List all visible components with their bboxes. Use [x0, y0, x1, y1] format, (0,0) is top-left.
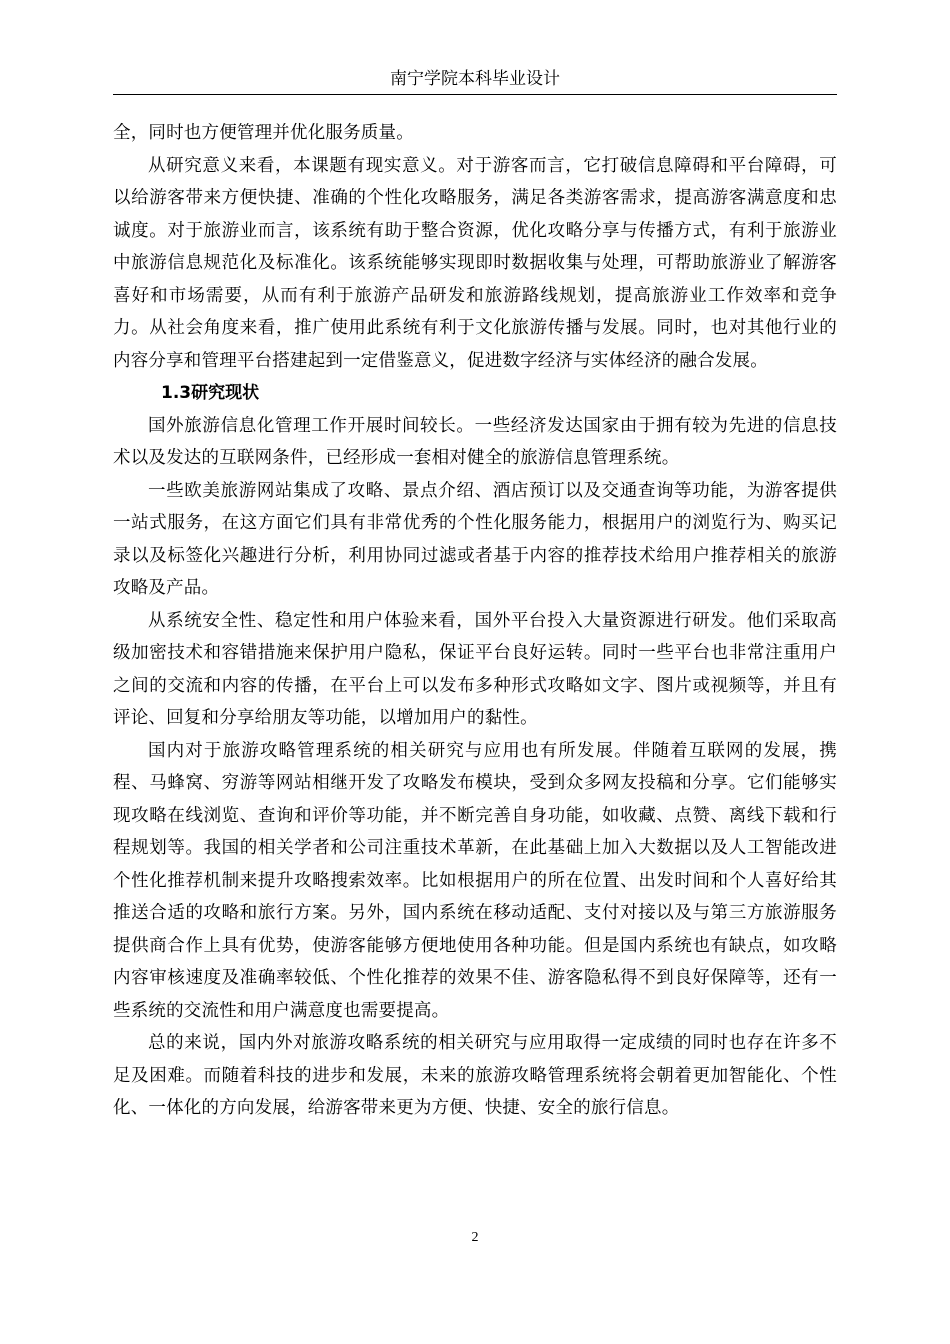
- header-title: 南宁学院本科毕业设计: [390, 69, 560, 89]
- paragraph-foreign-sites: 一些欧美旅游网站集成了攻略、景点介绍、酒店预订以及交通查询等功能，为游客提供一站式服务，在这方面它们具有非常优秀的个性化服务能力，根据用户的浏览行为、购买记录以及标签化兴趣进行分析，利用协同过滤或者基于内容的推荐技术给用户推荐相关的旅游攻略及产品。: [113, 480, 837, 598]
- document-body: [113, 117, 837, 1125]
- paragraph-continuation: 全，同时也方便管理并优化服务质量。: [113, 123, 414, 143]
- page-number: 2: [471, 1230, 479, 1245]
- section-heading: 1.3研究现状: [161, 383, 260, 403]
- paragraph-domestic: 国内对于旅游攻略管理系统的相关研究与应用也有所发展。伴随着互联网的发展，携程、马蜂窝、穷游等网站相继开发了攻略发布模块，受到众多网友投稿和分享。它们能够实现攻略在线浏览、查询和评价等功能，并不断完善自身功能，如收藏、点赞、离线下载和行程规划等。我国的相关学者和公司注重技术革新，在此基础上加入大数据以及人工智能改进个性化推荐机制来提升攻略搜索效率。比如根据用户的所在位置、出发时间和个人喜好给其推送合适的攻略和旅行方案。另外，国内系统在移动适配、支付对接以及与第三方旅游服务提供商合作上具有优势，使游客能够方便地使用各种功能。但是国内系统也有缺点，如攻略内容审核速度及准确率较低、个性化推荐的效果不佳、游客隐私得不到良好保障等，还有一些系统的交流性和用户满意度也需要提高。: [113, 740, 837, 1021]
- page-header: [113, 68, 837, 95]
- paragraph-foreign-security: 从系统安全性、稳定性和用户体验来看，国外平台投入大量资源进行研发。他们采取高级加密技术和容错措施来保护用户隐私，保证平台良好运转。同时一些平台也非常注重用户之间的交流和内容的传播，在平台上可以发布多种形式攻略如文字、图片或视频等，并且有评论、回复和分享给朋友等功能，以增加用户的黏性。: [113, 610, 837, 728]
- paragraph-foreign-intro: 国外旅游信息化管理工作开展时间较长。一些经济发达国家由于拥有较为先进的信息技术以及发达的互联网条件，已经形成一套相对健全的旅游信息管理系统。: [113, 415, 837, 468]
- paragraph-research-significance: 从研究意义来看，本课题有现实意义。对于游客而言，它打破信息障碍和平台障碍，可以给游客带来方便快捷、准确的个性化攻略服务，满足各类游客需求，提高游客满意度和忠诚度。对于旅游业而言，该系统有助于整合资源，优化攻略分享与传播方式，有利于旅游业中旅游信息规范化及标准化。该系统能够实现即时数据收集与处理，可帮助旅游业了解游客喜好和市场需要，从而有利于旅游产品研发和旅游路线规划，提高旅游业工作效率和竞争力。从社会角度来看，推广使用此系统有利于文化旅游传播与发展。同时，也对其他行业的内容分享和管理平台搭建起到一定借鉴意义，促进数字经济与实体经济的融合发展。: [113, 155, 837, 371]
- paragraph-summary: 总的来说，国内外对旅游攻略系统的相关研究与应用取得一定成绩的同时也存在许多不足及困难。而随着科技的进步和发展，未来的旅游攻略管理系统将会朝着更加智能化、个性化、一体化的方向发展，给游客带来更为方便、快捷、安全的旅行信息。: [113, 1033, 837, 1118]
